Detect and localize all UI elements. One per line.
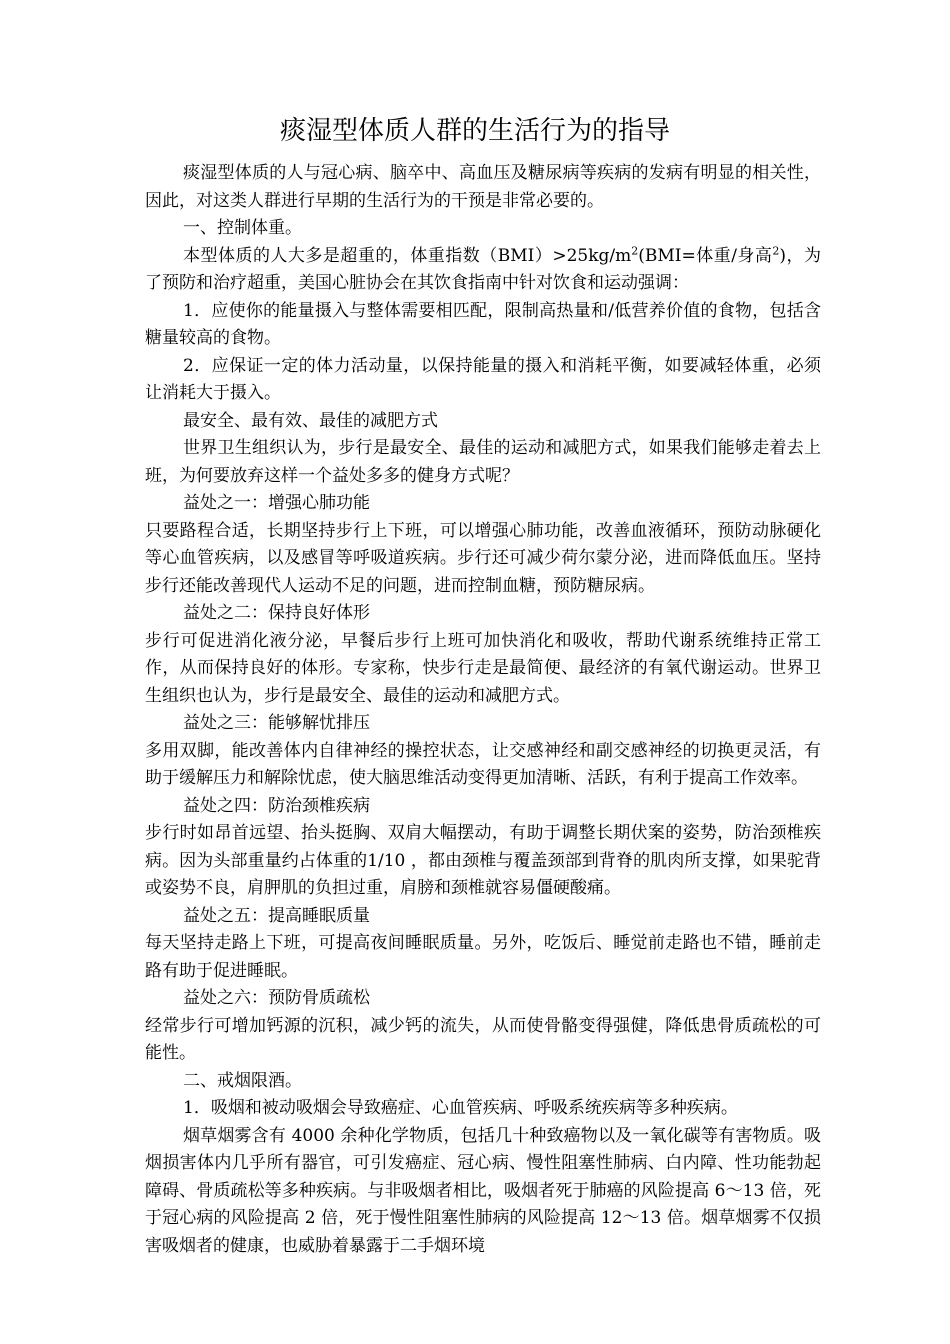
section-heading-smoking: 二、戒烟限酒。 xyxy=(183,1070,302,1091)
list-item-2: 2．应保证一定的体力活动量，以保持能量的摄入和消耗平衡，如要减轻体重，必须让消耗大于摄入。 xyxy=(145,355,821,403)
subheading-weight-loss: 最安全、最有效、最佳的减肥方式 xyxy=(183,410,438,431)
benefit-6-heading: 益处之六：预防骨质疏松 xyxy=(183,988,370,1008)
benefit-2-heading: 益处之二：保持良好体形 xyxy=(183,603,370,623)
intro-paragraph: 痰湿型体质的人与冠心病、脑卒中、高血压及糖尿病等疾病的发病有明显的相关性，因此，对这类人群进行早期的生活行为的干预是非常必要的。 xyxy=(145,163,821,211)
list-item-1: 1．应使你的能量摄入与整体需要相匹配，限制高热量和/低营养价值的食物，包括含糖量较高的食物。 xyxy=(145,300,821,348)
benefit-1-body: 只要路程合适，长期坚持步行上下班，可以增强心肺功能，改善血液循环，预防动脉硬化等心血管疾病，以及感冒等呼吸道疾病。步行还可减少荷尔蒙分泌，进而降低血压。坚持步行还能改善现代人运动不足的问题，进而控制血糖，预防糖尿病。 xyxy=(145,520,821,596)
benefit-5-body: 每天坚持走路上下班，可提高夜间睡眠质量。另外，吃饭后、睡觉前走路也不错，睡前走路有助于促进睡眠。 xyxy=(145,933,821,981)
benefit-5-heading: 益处之五：提高睡眠质量 xyxy=(183,905,370,926)
walking-paragraph: 世界卫生组织认为，步行是最安全、最佳的运动和减肥方式，如果我们能够走着去上班，为何要放弃这样一个益处多多的健身方式呢？ xyxy=(145,438,821,486)
smoking-paragraph: 烟草烟雾含有 4000 余种化学物质，包括几十种致癌物以及一氧化碳等有害物质。吸烟损害体内几乎所有器官，可引发癌症、冠心病、慢性阻塞性肺病、白内障、性功能勃起障碍、骨质疏松等多种疾病。与非吸烟者相比，吸烟者死于肺癌的风险提高 6～13 倍，死于冠心病的风险提高 2 倍，死于慢性阻塞性肺病的风险提高 12～13 倍。烟草烟雾不仅损害吸烟者的健康，也威胁着暴露于二手烟环境 xyxy=(145,1125,821,1256)
bmi-paragraph xyxy=(145,243,821,298)
benefit-3-body: 多用双脚，能改善体内自律神经的操控状态，让交感神经和副交感神经的切换更灵活，有助于缓解压力和解除忧虑，使大脑思维活动变得更加清晰、活跃，有利于提高工作效率。 xyxy=(145,740,821,788)
benefit-2-body: 步行可促进消化液分泌，早餐后步行上班可加快消化和吸收，帮助代谢系统维持正常工作，从而保持良好的体形。专家称，快步行走是最简便、最经济的有氧代谢运动。世界卫生组织也认为，步行是最安全、最佳的运动和减肥方式。 xyxy=(145,630,821,706)
page-title: 痰湿型体质人群的生活行为的指导 xyxy=(279,116,670,146)
bmi-text-a: 本型体质的人大多是超重的，体重指数（BMI）>25kg/m xyxy=(183,245,632,266)
document-body xyxy=(145,160,821,1260)
bmi-superscript-1: 2 xyxy=(631,243,639,257)
benefit-4-heading: 益处之四：防治颈椎疾病 xyxy=(183,795,370,816)
bmi-text-c: )，为了预防和治疗超重，美国心脏协会在其饮食指南中针对饮食和运动强调： xyxy=(145,245,821,293)
benefit-3-heading: 益处之三：能够解忧排压 xyxy=(183,713,370,733)
benefit-1-heading: 益处之一：增强心肺功能 xyxy=(183,493,370,513)
section-heading-weight: 一、控制体重。 xyxy=(183,218,302,238)
benefit-4-body: 步行时如昂首远望、抬头挺胸、双肩大幅摆动，有助于调整长期伏案的姿势，防治颈椎疾病。因为头部重量约占体重的1/10 ，都由颈椎与覆盖颈部到背脊的肌肉所支撑，如果驼背或姿势不良，肩胛肌的负担过重，肩膀和颈椎就容易僵硬酸痛。 xyxy=(145,823,821,898)
bmi-text-b: (BMI=体重/身高 xyxy=(638,245,773,266)
benefit-6-body: 经常步行可增加钙源的沉积，减少钙的流失，从而使骨骼变得强健，降低患骨质疏松的可能性。 xyxy=(145,1015,821,1063)
list-item-smoking-1: 1．吸烟和被动吸烟会导致癌症、心血管疾病、呼吸系统疾病等多种疾病。 xyxy=(183,1098,738,1118)
bmi-superscript-2: 2 xyxy=(772,243,780,257)
